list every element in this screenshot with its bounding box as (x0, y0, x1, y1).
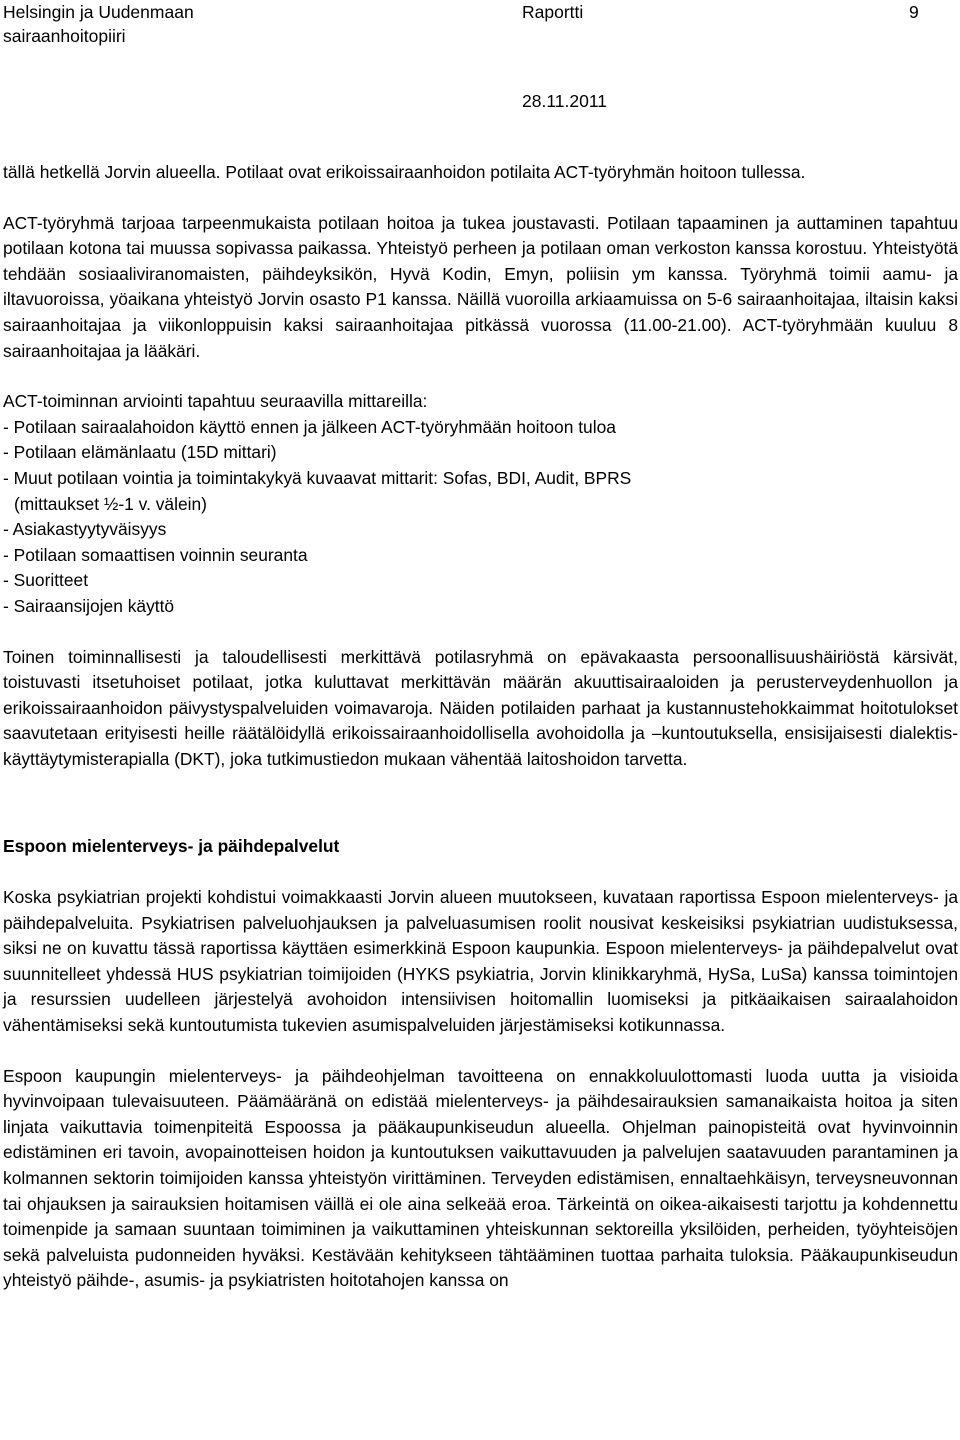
paragraph-personality-disorder: Toinen toiminnallisesti ja taloudellisesti merkittävä potilasryhmä on epävakaasta persoonallisuushäiriöstä kärsivät, toistuvasti itsetuhoiset potilaat, jotka kuluttavat merkittävän määrän akuuttisairaaloiden ja perusterveydenhuollon ja erikoissairaanhoidon päivystyspalveluiden voimavaroja. Näiden potilaiden parhaat ja kustannustehokkaimmat hoitotulokset saavutetaan erityisesti heille räätälöidyllä erikoissairaanhoidollisella avohoidolla ja –kuntoutuksella, ensisijaisesti dialektis-käyttäytymisterapialla (DKT), joka tutkimustiedon mukaan vähentää laitoshoidon tarvetta. (3, 646, 958, 769)
evaluation-measures-list (3, 415, 958, 620)
document-body (3, 160, 958, 1294)
list-item: (mittaukset ½-1 v. välein) (14, 493, 207, 514)
page-header (3, 0, 933, 112)
list-item: - Potilaan somaattisen voinnin seuranta (3, 544, 308, 565)
paragraph-espoo-programme: Espoon kaupungin mielenterveys- ja päihdeohjelman tavoitteena on ennakkoluulottomasti luoda uutta ja visioida hyvinvoipaan tulevaisuuteen. Päämääränä on edistää mielenterveys- ja päihdesairauksien samanaikaista hoitoa ja siten linjata vaikuttavia toimenpiteitä Espoossa ja pääkaupunkiseudun alueella. Ohjelman painopisteitä ovat hyvinvoinnin edistäminen eri tavoin, avopainotteisen hoidon ja kuntoutuksen vaikuttavuuden ja palvelujen saatavuuden parantaminen ja kolmannen sektorin toimijoiden kanssa yhteistyön virittäminen. Terveyden edistämisen, ennaltaehkäisyn, terveysneuvonnan tai ohjauksen ja sairauksien hoitamisen väillä ei ole aina selkeää eroa. Tärkeintä on oikea-aikaisesti tarjottu ja kohdennettu toimenpide ja samaan suuntaan toimiminen ja vaikuttaminen yhteiskunnan sektoreilla yksilöiden, perheiden, työyhteisöjen sekä palveluista pudonneiden hyväksi. Kestävään kehitykseen tähtääminen tuottaa parhaita tuloksia. Pääkaupunkiseudun yhteistyö päihde-, asumis- ja psykiatristen hoitotahojen kanssa on (3, 1065, 958, 1291)
list-item: - Suoritteet (3, 570, 89, 591)
header-page-number: 9 (909, 2, 919, 22)
paragraph-act-intro: tällä hetkellä Jorvin alueella. Potilaat ovat erikoissairaanhoidon potilaita ACT-työryhmän hoitoon tullessa. (3, 162, 806, 182)
list-item: - Potilaan sairaalahoidon käyttö ennen ja jälkeen ACT-työryhmään hoitoon tuloa (3, 416, 616, 437)
list-item: - Asiakastyytyväisyys (3, 519, 167, 540)
section-heading: Espoon mielenterveys- ja päihdepalvelut (3, 836, 340, 857)
list-item: - Potilaan elämänlaatu (15D mittari) (3, 442, 277, 463)
paragraph-espoo-services: Koska psykiatrian projekti kohdistui voimakkaasti Jorvin alueen muutokseen, kuvataan raportissa Espoon mielenterveys- ja päihdepalveluita. Psykiatrisen palveluohjauksen ja palveluasumisen roolit nousivat keskeisiksi psykiatrian uudistuksessa, siksi ne on kuvattu tässä raportissa käyttäen esimerkkinä Espoon kaupunkia. Espoon mielenterveys- ja päihdepalvelut ovat suunnitelleet yhdessä HUS psykiatrian toimijoiden (HYKS psykiatria, Jorvin klinikkaryhmä, HySa, LuSa) kanssa toimintojen ja resurssien uudelleen järjestelyä avohoidon intensiivisen hoitomallin luomiseksi ja pitkäaikaisen sairaalahoidon vähentämiseksi sekä kuntoutumista tukevien asumispalveluiden järjestämiseksi kotikunnassa. (3, 887, 958, 1036)
header-organization: Helsingin ja Uudenmaan sairaanhoitopiiri (3, 2, 194, 46)
list-item: - Sairaansijojen käyttö (3, 595, 175, 616)
header-document-type: Raportti (522, 2, 584, 22)
paragraph-evaluation-intro: ACT-toiminnan arviointi tapahtuu seuraavilla mittareilla: (3, 391, 428, 412)
list-item: - Muut potilaan vointia ja toimintakykyä kuvaavat mittarit: Sofas, BDI, Audit, BPRS (3, 467, 632, 488)
paragraph-act-services: ACT-työryhmä tarjoaa tarpeenmukaista potilaan hoitoa ja tukea joustavasti. Potilaan tapaaminen ja auttaminen tapahtuu potilaan kotona tai muussa sopivassa paikassa. Yhteistyö perheen ja potilaan oman verkoston kanssa korostuu. Yhteistyötä tehdään sosiaaliviranomaisten, päihdeyksikön, Hyvä Kodin, Emyn, poliisin ym kanssa. Työryhmä toimii aamu- ja iltavuoroissa, yöaikana yhteistyö Jorvin osasto P1 kanssa. Näillä vuoroilla arkiaamuissa on 5-6 sairaanhoitajaa, iltaisin kaksi sairaanhoitajaa ja viikonloppuisin kaksi sairaanhoitajaa pitkässä vuorossa (11.00-21.00). ACT-työryhmään kuuluu 8 sairaanhoitajaa ja lääkäri. (3, 212, 958, 361)
header-date: 28.11.2011 (522, 91, 607, 111)
